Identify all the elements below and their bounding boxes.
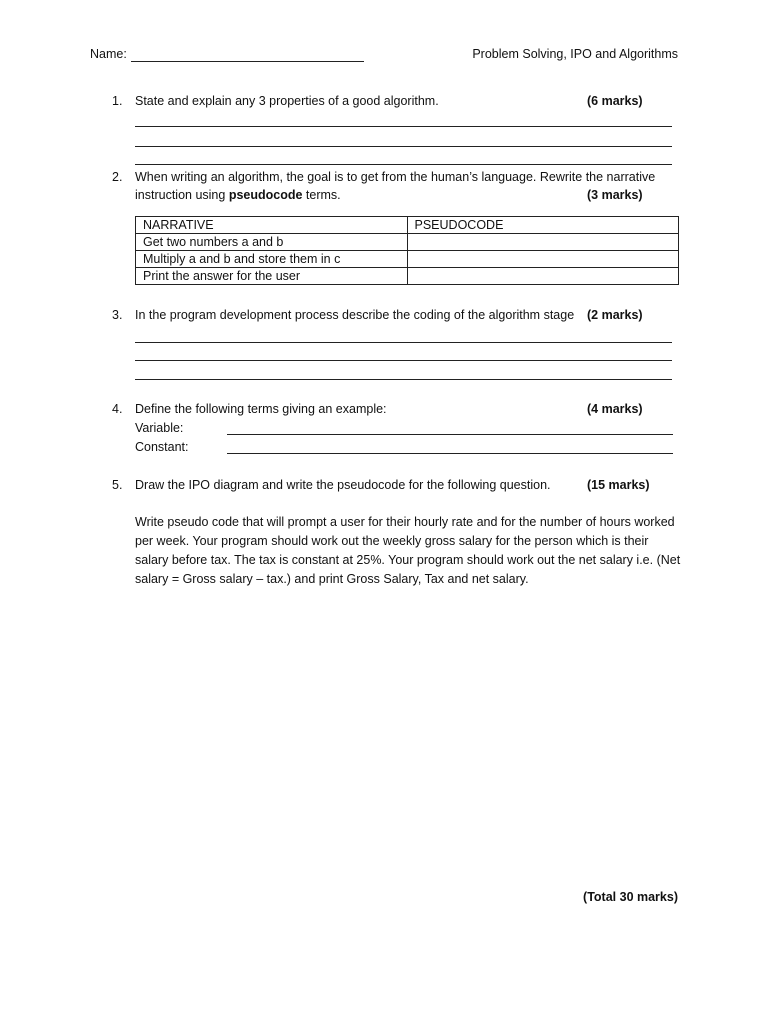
question-5-paragraph: Write pseudo code that will prompt a user for their hourly rate and for the number of hours worked per week. Your program should work out the weekly gross salary for the person which is their salary before tax. The tax is constant at 25%. Your program should work out the net salary i.e. (Net salary = Gross salary – tax.) and print Gross Salary, Tax and net salary.	[135, 515, 681, 586]
question-5-marks: (15 marks)	[587, 478, 650, 492]
question-1-number: 1.	[112, 94, 123, 108]
table-header-pseudocode: PSEUDOCODE	[407, 217, 679, 234]
pseudocode-cell[interactable]	[407, 268, 679, 285]
question-3-answer-line-1[interactable]	[135, 342, 672, 343]
table-row	[136, 268, 679, 285]
question-2-number: 2.	[112, 170, 123, 184]
pseudocode-cell[interactable]	[407, 234, 679, 251]
question-1-text: State and explain any 3 properties of a good algorithm.	[135, 94, 439, 108]
question-2-text-part: instruction using	[135, 188, 229, 202]
pseudocode-cell[interactable]	[407, 251, 679, 268]
narrative-pseudocode-table	[135, 216, 679, 285]
narrative-cell: Get two numbers a and b	[136, 234, 408, 251]
question-1-answer-line-2[interactable]	[135, 146, 672, 147]
question-3-answer-line-3[interactable]	[135, 379, 672, 380]
pseudocode-term: pseudocode	[228, 188, 303, 202]
narrative-cell: Print the answer for the user	[136, 268, 408, 285]
question-5-text: Draw the IPO diagram and write the pseudocode for the following question.	[135, 478, 551, 492]
question-3-number: 3.	[112, 308, 123, 322]
constant-label: Constant:	[135, 440, 189, 454]
table-row	[136, 234, 679, 251]
question-1-marks: (6 marks)	[587, 94, 643, 108]
table-row	[136, 251, 679, 268]
table-header-row	[136, 217, 679, 234]
question-3-answer-line-2[interactable]	[135, 360, 672, 361]
question-4-marks: (4 marks)	[587, 402, 643, 416]
question-2-marks: (3 marks)	[587, 188, 643, 202]
table-header-narrative: NARRATIVE	[136, 217, 408, 234]
question-5-number: 5.	[112, 478, 123, 492]
narrative-cell: Multiply a and b and store them in c	[136, 251, 408, 268]
constant-answer-line[interactable]	[227, 453, 673, 454]
page-title: Problem Solving, IPO and Algorithms	[472, 47, 678, 61]
question-4-number: 4.	[112, 402, 123, 416]
variable-label: Variable:	[135, 421, 184, 435]
total-marks: (Total 30 marks)	[583, 890, 678, 904]
question-4-text: Define the following terms giving an example:	[135, 402, 387, 416]
question-2-text-part: terms.	[302, 188, 341, 202]
question-2-text-line-2	[135, 188, 341, 202]
question-2-text-line-1: When writing an algorithm, the goal is to get from the human’s language. Rewrite the narrative	[135, 170, 656, 184]
name-label: Name:	[90, 47, 127, 61]
name-answer-line[interactable]	[131, 61, 364, 62]
question-1-answer-line-3[interactable]	[135, 164, 672, 165]
question-1-answer-line-1[interactable]	[135, 126, 672, 127]
question-3-marks: (2 marks)	[587, 308, 643, 322]
question-3-text: In the program development process describe the coding of the algorithm stage	[135, 308, 575, 322]
variable-answer-line[interactable]	[227, 434, 673, 435]
